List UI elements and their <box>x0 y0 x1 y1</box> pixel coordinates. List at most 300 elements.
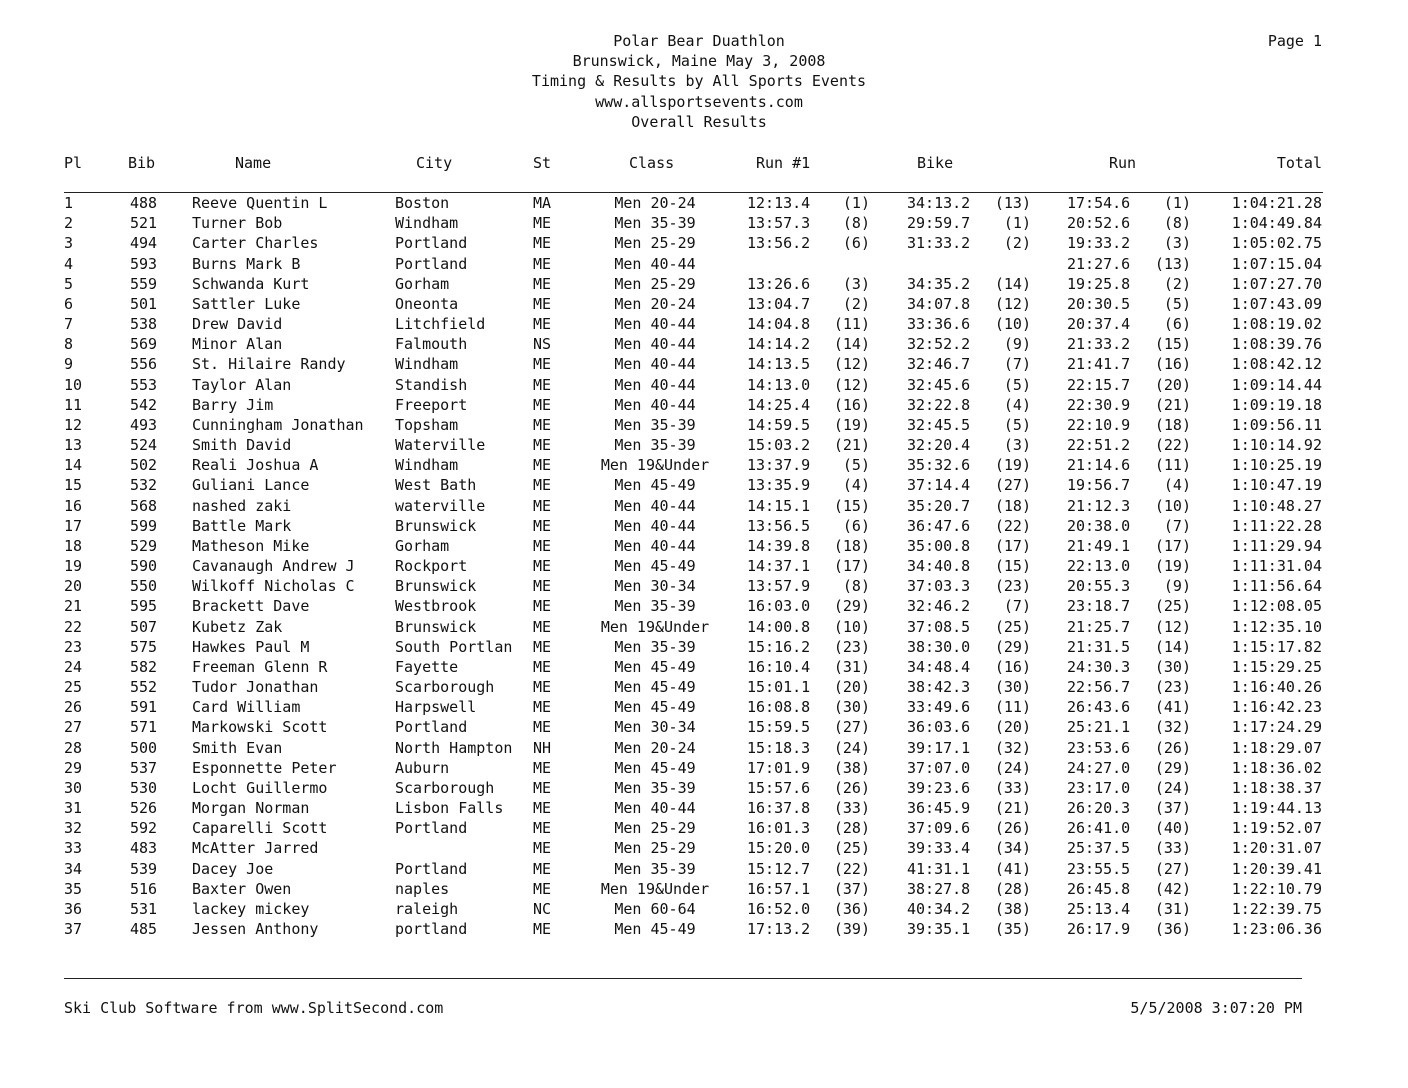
run1-time-cell: 17:13.2 <box>747 920 811 939</box>
bike-rank-cell: (35) <box>994 920 1031 939</box>
name-cell: St. Hilaire Randy <box>192 355 346 374</box>
run1-rank-cell: (2) <box>842 294 870 313</box>
bike-time-cell: 33:49.6 <box>907 698 971 717</box>
table-row <box>0 475 1408 495</box>
total-time-cell: 1:11:31.04 <box>1231 557 1322 576</box>
footer-divider <box>64 978 1302 979</box>
run1-time-cell: 14:13.0 <box>747 375 811 394</box>
city-cell: Westbrook <box>395 597 477 616</box>
results-type: Overall Results <box>631 112 767 131</box>
total-time-cell: 1:10:25.19 <box>1231 456 1322 475</box>
run1-rank-cell: (22) <box>833 859 870 878</box>
state-cell: ME <box>533 395 552 414</box>
table-row <box>0 334 1408 354</box>
run1-rank-cell: (20) <box>833 678 870 697</box>
run1-rank-cell: (27) <box>833 718 870 737</box>
run-time-cell: 20:30.5 <box>1067 294 1131 313</box>
bib-cell: 493 <box>130 415 158 434</box>
name-cell: Smith David <box>192 436 292 455</box>
bike-time-cell: 35:00.8 <box>907 536 971 555</box>
state-cell: ME <box>533 415 552 434</box>
name-cell: nashed zaki <box>192 496 292 515</box>
place-cell: 30 <box>64 778 83 797</box>
name-cell: Morgan Norman <box>192 799 310 818</box>
state-cell: ME <box>533 879 552 898</box>
name-cell: Drew David <box>192 315 283 334</box>
run-time-cell: 22:30.9 <box>1067 395 1131 414</box>
state-cell: ME <box>533 254 552 273</box>
bike-rank-cell: (22) <box>994 516 1031 535</box>
class-cell: Men 25-29 <box>614 234 696 253</box>
bib-cell: 542 <box>130 395 158 414</box>
total-time-cell: 1:17:24.29 <box>1231 718 1322 737</box>
place-cell: 9 <box>64 355 74 374</box>
run1-time-cell: 13:57.9 <box>747 577 811 596</box>
run-rank-cell: (3) <box>1163 234 1191 253</box>
total-time-cell: 1:15:17.82 <box>1231 637 1322 656</box>
bib-cell: 537 <box>130 758 158 777</box>
city-cell: North Hampton <box>395 738 513 757</box>
place-cell: 24 <box>64 657 83 676</box>
bib-cell: 559 <box>130 274 158 293</box>
bike-time-cell: 32:46.7 <box>907 355 971 374</box>
name-cell: Wilkoff Nicholas C <box>192 577 355 596</box>
city-cell: Auburn <box>395 758 450 777</box>
column-header-total: Total <box>1276 154 1322 172</box>
name-cell: Jessen Anthony <box>192 920 319 939</box>
total-time-cell: 1:07:15.04 <box>1231 254 1322 273</box>
place-cell: 18 <box>64 536 83 555</box>
place-cell: 20 <box>64 577 83 596</box>
bike-rank-cell: (29) <box>994 637 1031 656</box>
name-cell: Reeve Quentin L <box>192 194 328 212</box>
state-cell: ME <box>533 657 552 676</box>
state-cell: ME <box>533 375 552 394</box>
name-cell: Reali Joshua A <box>192 456 319 475</box>
run1-rank-cell: (30) <box>833 698 870 717</box>
total-time-cell: 1:11:22.28 <box>1231 516 1322 535</box>
run1-time-cell: 13:56.5 <box>747 516 811 535</box>
class-cell: Men 40-44 <box>614 496 696 515</box>
run-rank-cell: (7) <box>1163 516 1191 535</box>
place-cell: 31 <box>64 799 83 818</box>
run1-rank-cell: (6) <box>842 516 870 535</box>
name-cell: Brackett Dave <box>192 597 310 616</box>
run1-rank-cell: (10) <box>833 617 870 636</box>
state-cell: ME <box>533 516 552 535</box>
place-cell: 21 <box>64 597 83 616</box>
run1-time-cell: 16:03.0 <box>747 597 811 616</box>
run-time-cell: 26:45.8 <box>1067 879 1131 898</box>
place-cell: 12 <box>64 415 83 434</box>
city-cell: Lisbon Falls <box>395 799 504 818</box>
class-cell: Men 35-39 <box>614 778 696 797</box>
class-cell: Men 25-29 <box>614 819 696 838</box>
run-rank-cell: (42) <box>1154 879 1191 898</box>
bike-rank-cell: (24) <box>994 758 1031 777</box>
bike-time-cell: 34:40.8 <box>907 557 971 576</box>
run1-rank-cell: (37) <box>833 879 870 898</box>
city-cell: Boston <box>395 194 450 212</box>
run1-rank-cell: (28) <box>833 819 870 838</box>
class-cell: Men 40-44 <box>614 335 696 354</box>
bib-cell: 530 <box>130 778 158 797</box>
run-time-cell: 23:53.6 <box>1067 738 1131 757</box>
state-cell: ME <box>533 557 552 576</box>
run-rank-cell: (17) <box>1154 536 1191 555</box>
column-header-run1: Run #1 <box>756 154 811 172</box>
place-cell: 19 <box>64 557 83 576</box>
city-cell: Waterville <box>395 436 486 455</box>
total-time-cell: 1:15:29.25 <box>1231 657 1322 676</box>
total-time-cell: 1:09:14.44 <box>1231 375 1322 394</box>
run1-rank-cell: (4) <box>842 476 870 495</box>
run1-time-cell: 15:03.2 <box>747 436 811 455</box>
name-cell: Card William <box>192 698 301 717</box>
table-row <box>0 596 1408 616</box>
run-time-cell: 19:56.7 <box>1067 476 1131 495</box>
bike-time-cell: 41:31.1 <box>907 859 971 878</box>
name-cell: Kubetz Zak <box>192 617 283 636</box>
total-time-cell: 1:19:52.07 <box>1231 819 1322 838</box>
run-rank-cell: (36) <box>1154 920 1191 939</box>
bike-time-cell: 34:48.4 <box>907 657 971 676</box>
place-cell: 3 <box>64 234 74 253</box>
place-cell: 32 <box>64 819 83 838</box>
table-row <box>0 738 1408 758</box>
run-rank-cell: (19) <box>1154 557 1191 576</box>
bike-time-cell: 37:03.3 <box>907 577 971 596</box>
run1-rank-cell: (1) <box>842 194 870 212</box>
city-cell: Litchfield <box>395 315 486 334</box>
table-row <box>0 294 1408 314</box>
bib-cell: 485 <box>130 920 158 939</box>
place-cell: 2 <box>64 214 74 233</box>
total-time-cell: 1:11:29.94 <box>1231 536 1322 555</box>
run-time-cell: 22:51.2 <box>1067 436 1131 455</box>
city-cell: Oneonta <box>395 294 459 313</box>
run1-time-cell: 16:10.4 <box>747 657 811 676</box>
run-rank-cell: (13) <box>1154 254 1191 273</box>
bike-time-cell: 31:33.2 <box>907 234 971 253</box>
bike-time-cell: 35:20.7 <box>907 496 971 515</box>
run1-time-cell: 13:04.7 <box>747 294 811 313</box>
run-rank-cell: (26) <box>1154 738 1191 757</box>
run1-rank-cell: (8) <box>842 214 870 233</box>
place-cell: 23 <box>64 637 83 656</box>
table-row <box>0 677 1408 697</box>
bib-cell: 500 <box>130 738 158 757</box>
run1-rank-cell: (12) <box>833 375 870 394</box>
run1-time-cell: 14:04.8 <box>747 315 811 334</box>
run-rank-cell: (18) <box>1154 415 1191 434</box>
bib-cell: 569 <box>130 335 158 354</box>
name-cell: Hawkes Paul M <box>192 637 310 656</box>
bib-cell: 483 <box>130 839 158 858</box>
name-cell: Caparelli Scott <box>192 819 328 838</box>
name-cell: Schwanda Kurt <box>192 274 310 293</box>
run-rank-cell: (11) <box>1154 456 1191 475</box>
bib-cell: 494 <box>130 234 158 253</box>
total-time-cell: 1:12:08.05 <box>1231 597 1322 616</box>
table-row <box>0 556 1408 576</box>
run-rank-cell: (41) <box>1154 698 1191 717</box>
table-row <box>0 617 1408 637</box>
run-rank-cell: (15) <box>1154 335 1191 354</box>
total-time-cell: 1:18:38.37 <box>1231 778 1322 797</box>
class-cell: Men 19&Under <box>600 617 710 636</box>
bib-cell: 501 <box>130 294 158 313</box>
timing-credit: Timing & Results by All Sports Events <box>531 72 867 91</box>
run1-rank-cell: (29) <box>833 597 870 616</box>
bike-rank-cell: (5) <box>1003 375 1031 394</box>
bike-rank-cell: (18) <box>994 496 1031 515</box>
table-row <box>0 516 1408 536</box>
bike-rank-cell: (33) <box>994 778 1031 797</box>
city-cell: Falmouth <box>395 335 468 354</box>
run1-rank-cell: (38) <box>833 758 870 777</box>
table-row <box>0 193 1408 213</box>
name-cell: Baxter Owen <box>192 879 292 898</box>
state-cell: ME <box>533 678 552 697</box>
city-cell: portland <box>395 920 468 939</box>
column-header-bib: Bib <box>128 154 156 172</box>
class-cell: Men 35-39 <box>614 637 696 656</box>
class-cell: Men 45-49 <box>614 657 696 676</box>
city-cell: naples <box>395 879 450 898</box>
total-time-cell: 1:10:14.92 <box>1231 436 1322 455</box>
total-time-cell: 1:07:27.70 <box>1231 274 1322 293</box>
table-row <box>0 395 1408 415</box>
class-cell: Men 40-44 <box>614 799 696 818</box>
run-rank-cell: (27) <box>1154 859 1191 878</box>
name-cell: Turner Bob <box>192 214 283 233</box>
place-cell: 1 <box>64 194 74 212</box>
bike-time-cell: 38:42.3 <box>907 678 971 697</box>
name-cell: Locht Guillermo <box>192 778 328 797</box>
bike-time-cell: 40:34.2 <box>907 899 971 918</box>
class-cell: Men 19&Under <box>600 879 710 898</box>
bib-cell: 591 <box>130 698 158 717</box>
column-header-class: Class <box>629 154 675 172</box>
run1-time-cell: 17:01.9 <box>747 758 811 777</box>
state-cell: ME <box>533 597 552 616</box>
run-rank-cell: (23) <box>1154 678 1191 697</box>
class-cell: Men 45-49 <box>614 678 696 697</box>
bib-cell: 582 <box>130 657 158 676</box>
place-cell: 13 <box>64 436 83 455</box>
bike-time-cell: 37:14.4 <box>907 476 971 495</box>
class-cell: Men 30-34 <box>614 577 696 596</box>
class-cell: Men 25-29 <box>614 274 696 293</box>
bike-rank-cell: (27) <box>994 476 1031 495</box>
class-cell: Men 19&Under <box>600 456 710 475</box>
class-cell: Men 40-44 <box>614 516 696 535</box>
bike-time-cell: 36:47.6 <box>907 516 971 535</box>
bike-rank-cell: (5) <box>1003 415 1031 434</box>
run-rank-cell: (2) <box>1163 274 1191 293</box>
table-row <box>0 354 1408 374</box>
run1-time-cell: 15:16.2 <box>747 637 811 656</box>
run-rank-cell: (40) <box>1154 819 1191 838</box>
bib-cell: 532 <box>130 476 158 495</box>
city-cell: Freeport <box>395 395 468 414</box>
bike-rank-cell: (4) <box>1003 395 1031 414</box>
place-cell: 37 <box>64 920 83 939</box>
class-cell: Men 60-64 <box>614 899 696 918</box>
run-time-cell: 23:55.5 <box>1067 859 1131 878</box>
city-cell: Portland <box>395 819 468 838</box>
run1-time-cell: 15:01.1 <box>747 678 811 697</box>
table-row <box>0 798 1408 818</box>
name-cell: Cunningham Jonathan <box>192 415 364 434</box>
run1-time-cell: 13:37.9 <box>747 456 811 475</box>
bike-rank-cell: (9) <box>1003 335 1031 354</box>
city-cell: Portland <box>395 254 468 273</box>
bike-rank-cell: (7) <box>1003 355 1031 374</box>
run1-time-cell: 13:57.3 <box>747 214 811 233</box>
place-cell: 5 <box>64 274 74 293</box>
place-cell: 7 <box>64 315 74 334</box>
city-cell: West Bath <box>395 476 477 495</box>
state-cell: NC <box>533 899 552 918</box>
run1-time-cell: 12:13.4 <box>747 194 811 212</box>
bike-rank-cell: (19) <box>994 456 1031 475</box>
state-cell: ME <box>533 214 552 233</box>
state-cell: ME <box>533 920 552 939</box>
run-rank-cell: (29) <box>1154 758 1191 777</box>
place-cell: 29 <box>64 758 83 777</box>
city-cell: South Portlan <box>395 637 513 656</box>
page-number: Page 1 <box>1267 32 1322 50</box>
bike-time-cell: 36:45.9 <box>907 799 971 818</box>
bike-rank-cell: (2) <box>1003 234 1031 253</box>
run1-rank-cell: (25) <box>833 839 870 858</box>
table-row <box>0 778 1408 798</box>
run1-rank-cell: (3) <box>842 274 870 293</box>
run-time-cell: 24:27.0 <box>1067 758 1131 777</box>
bike-time-cell: 34:13.2 <box>907 194 971 212</box>
class-cell: Men 40-44 <box>614 355 696 374</box>
run1-time-cell: 14:37.1 <box>747 557 811 576</box>
run-time-cell: 22:15.7 <box>1067 375 1131 394</box>
name-cell: Battle Mark <box>192 516 292 535</box>
run-time-cell: 21:12.3 <box>1067 496 1131 515</box>
table-row <box>0 717 1408 737</box>
bike-rank-cell: (41) <box>994 859 1031 878</box>
bike-time-cell: 32:20.4 <box>907 436 971 455</box>
run1-time-cell: 15:18.3 <box>747 738 811 757</box>
total-time-cell: 1:18:29.07 <box>1231 738 1322 757</box>
bib-cell: 550 <box>130 577 158 596</box>
run1-rank-cell: (17) <box>833 557 870 576</box>
run-time-cell: 19:25.8 <box>1067 274 1131 293</box>
run-rank-cell: (20) <box>1154 375 1191 394</box>
run-time-cell: 25:13.4 <box>1067 899 1131 918</box>
run1-rank-cell: (33) <box>833 799 870 818</box>
table-row <box>0 657 1408 677</box>
name-cell: Burns Mark B <box>192 254 301 273</box>
column-header-city: City <box>416 154 453 172</box>
place-cell: 8 <box>64 335 74 354</box>
run1-time-cell: 16:52.0 <box>747 899 811 918</box>
bib-cell: 529 <box>130 536 158 555</box>
place-cell: 17 <box>64 516 83 535</box>
total-time-cell: 1:20:39.41 <box>1231 859 1322 878</box>
column-header-place: Pl <box>64 154 83 172</box>
city-cell: Scarborough <box>395 778 495 797</box>
table-row <box>0 455 1408 475</box>
state-cell: ME <box>533 355 552 374</box>
name-cell: Esponnette Peter <box>192 758 337 777</box>
state-cell: ME <box>533 758 552 777</box>
total-time-cell: 1:07:43.09 <box>1231 294 1322 313</box>
table-row <box>0 435 1408 455</box>
name-cell: Markowski Scott <box>192 718 328 737</box>
name-cell: Matheson Mike <box>192 536 310 555</box>
run1-rank-cell: (11) <box>833 315 870 334</box>
table-row <box>0 818 1408 838</box>
run1-time-cell: 15:57.6 <box>747 778 811 797</box>
bike-time-cell: 38:30.0 <box>907 637 971 656</box>
state-cell: MA <box>533 194 552 212</box>
run-time-cell: 20:55.3 <box>1067 577 1131 596</box>
run-time-cell: 21:27.6 <box>1067 254 1131 273</box>
bike-rank-cell: (15) <box>994 557 1031 576</box>
class-cell: Men 20-24 <box>614 294 696 313</box>
run1-time-cell: 15:20.0 <box>747 839 811 858</box>
run1-rank-cell: (39) <box>833 920 870 939</box>
run-time-cell: 20:37.4 <box>1067 315 1131 334</box>
total-time-cell: 1:10:48.27 <box>1231 496 1322 515</box>
bike-time-cell: 38:27.8 <box>907 879 971 898</box>
event-title: Polar Bear Duathlon <box>613 32 785 50</box>
bib-cell: 595 <box>130 597 158 616</box>
run-time-cell: 25:21.1 <box>1067 718 1131 737</box>
place-cell: 11 <box>64 395 83 414</box>
event-website: www.allsportsevents.com <box>595 92 803 111</box>
city-cell: Brunswick <box>395 516 477 535</box>
bib-cell: 553 <box>130 375 158 394</box>
table-row <box>0 758 1408 778</box>
class-cell: Men 40-44 <box>614 536 696 555</box>
run-time-cell: 26:17.9 <box>1067 920 1131 939</box>
bib-cell: 568 <box>130 496 158 515</box>
class-cell: Men 20-24 <box>614 194 696 212</box>
state-cell: ME <box>533 698 552 717</box>
bike-time-cell: 32:45.6 <box>907 375 971 394</box>
run-rank-cell: (31) <box>1154 899 1191 918</box>
run-time-cell: 24:30.3 <box>1067 657 1131 676</box>
column-header-bike: Bike <box>917 154 954 172</box>
place-cell: 35 <box>64 879 83 898</box>
total-time-cell: 1:11:56.64 <box>1231 577 1322 596</box>
class-cell: Men 35-39 <box>614 214 696 233</box>
run-rank-cell: (33) <box>1154 839 1191 858</box>
bib-cell: 575 <box>130 637 158 656</box>
run1-time-cell: 14:14.2 <box>747 335 811 354</box>
place-cell: 27 <box>64 718 83 737</box>
city-cell: Brunswick <box>395 577 477 596</box>
run-rank-cell: (4) <box>1163 476 1191 495</box>
run1-rank-cell: (6) <box>842 234 870 253</box>
run1-rank-cell: (31) <box>833 657 870 676</box>
run-time-cell: 22:56.7 <box>1067 678 1131 697</box>
place-cell: 26 <box>64 698 83 717</box>
run-rank-cell: (32) <box>1154 718 1191 737</box>
table-row <box>0 375 1408 395</box>
bike-time-cell: 37:09.6 <box>907 819 971 838</box>
